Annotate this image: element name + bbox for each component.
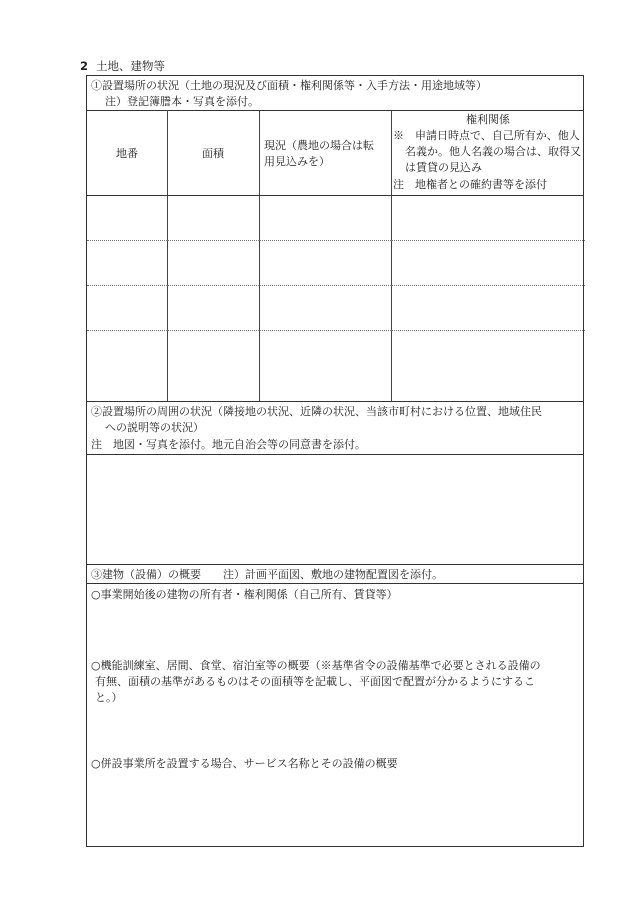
row-separator (259, 330, 391, 331)
part3-item-owner: ○事業開始後の建物の所有者・権利関係（自己所有、賃貸等） (91, 588, 398, 601)
part3-item-facilities-line2: 有無、面積の基準があるものはその面積等を記載し、平面図で配置が分かるようにするこ (95, 675, 535, 688)
table-header-bottom-border (87, 195, 583, 196)
column-header-rights-line4: 注 地権者との確約書等を添付 (393, 178, 547, 191)
part3-item-facilities-line3: と。） (95, 691, 123, 704)
row-separator (391, 330, 585, 331)
row-separator (259, 240, 391, 241)
part2-note: 注 地図・写真を添付。地元自治会等の同意書を添付。 (91, 438, 366, 451)
section-number: 2 (80, 59, 89, 73)
column-header-rights-line1: ※ 申請日時点で、自己所有か、他人 (393, 129, 580, 142)
part3-top-border (87, 564, 583, 565)
column-header-rights-title: 権利関係 (466, 113, 510, 126)
row-separator (167, 285, 259, 286)
part1-note: 注）登記簿謄本・写真を添付。 (105, 95, 259, 108)
column-divider-2 (259, 110, 260, 401)
form-frame (86, 75, 584, 847)
part3-item-annex: ○併設事業所を設置する場合、サービス名称とその設備の概要 (91, 757, 398, 770)
part3-title: ③建物（設備）の概要 注）計画平面図、敷地の建物配置図を添付。 (91, 568, 443, 581)
section-heading (80, 58, 165, 74)
row-separator (391, 285, 585, 286)
column-header-status-line1: 現況（農地の場合は転 (264, 139, 374, 152)
part1-table-top-border (87, 110, 583, 111)
row-separator (167, 330, 259, 331)
part3-item-facilities-line1: ○機能訓練室、居間、食堂、宿泊室等の概要（※基準省令の設備基準で必要とされる設備の (91, 659, 541, 672)
row-separator (167, 240, 259, 241)
part1-title: ①設置場所の状況（土地の現況及び面積・権利関係等・入手方法・用途地域等） (91, 79, 487, 92)
part2-notes-bottom-border (87, 454, 583, 455)
row-separator (259, 285, 391, 286)
column-header-status-line2: 用見込みを） (264, 155, 330, 168)
section-title: 土地、建物等 (96, 59, 166, 73)
column-divider-3 (391, 110, 392, 401)
column-header-rights-line3: は賃貸の見込み (405, 161, 482, 174)
row-separator (391, 240, 585, 241)
row-separator (87, 285, 167, 286)
column-header-rights-line2: 名義か。他人名義の場合は、取得又 (405, 145, 581, 158)
part2-title-line2: への説明等の状況） (105, 421, 204, 434)
part3-title-bottom-border (87, 583, 583, 584)
part2-top-border (87, 401, 583, 402)
part2-title-line1: ②設置場所の周囲の状況（隣接地の状況、近隣の状況、当該市町村における位置、地域住民 (91, 405, 542, 418)
column-header-lot: 地番 (116, 147, 138, 160)
row-separator (87, 330, 167, 331)
row-separator (87, 240, 167, 241)
column-header-area: 面積 (202, 147, 224, 160)
